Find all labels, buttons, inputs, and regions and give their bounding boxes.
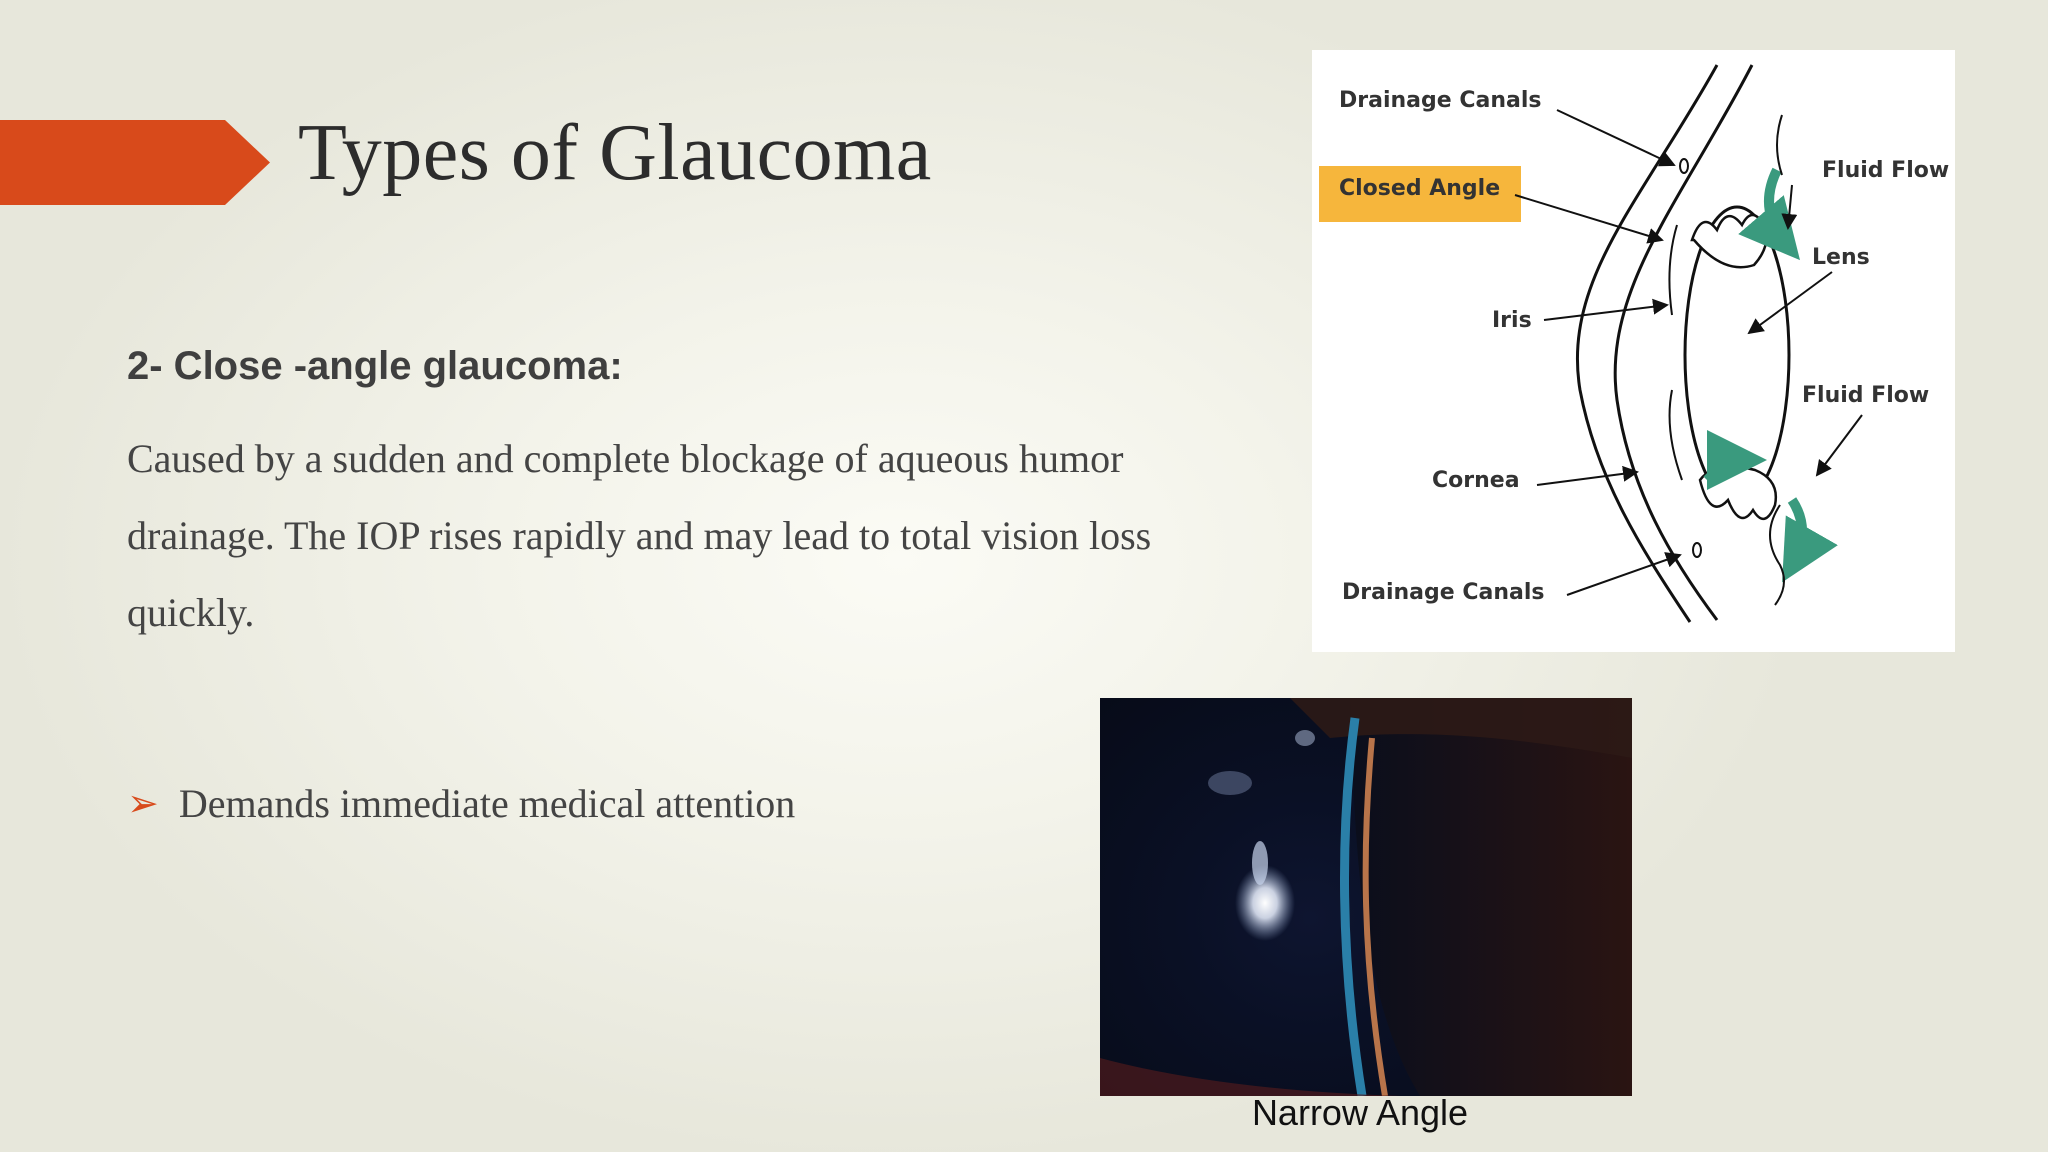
label-fluid-flow-bottom: Fluid Flow <box>1802 383 1930 408</box>
label-drainage-canals-top: Drainage Canals <box>1339 88 1542 113</box>
slide-title: Types of Glaucoma <box>298 109 932 197</box>
title-accent-bar <box>0 120 270 205</box>
eye-anatomy-diagram <box>1312 50 1955 652</box>
photo-caption: Narrow Angle <box>1251 1092 1469 1133</box>
eye-diagram-drawing <box>1312 50 1955 652</box>
bullet-item <box>127 780 795 827</box>
label-iris: Iris <box>1492 308 1532 333</box>
label-fluid-flow-top: Fluid Flow <box>1822 158 1950 183</box>
narrow-angle-photo <box>1100 698 1632 1096</box>
label-cornea: Cornea <box>1432 468 1520 493</box>
label-closed-angle: Closed Angle <box>1339 176 1501 201</box>
narrow-angle-photo-drawing <box>1100 698 1632 1096</box>
arrow-bullet-icon: ➢ <box>127 783 159 825</box>
bullet-text: Demands immediate medical attention <box>178 781 796 826</box>
body-paragraph: Caused by a sudden and complete blockage of aqueous humor drainage. The IOP rises rapidly and may lead to total vision loss quickly. <box>127 436 1152 635</box>
label-lens: Lens <box>1812 245 1870 270</box>
section-heading: 2- Close -angle glaucoma: <box>127 344 623 388</box>
label-drainage-canals-bottom: Drainage Canals <box>1342 580 1545 605</box>
